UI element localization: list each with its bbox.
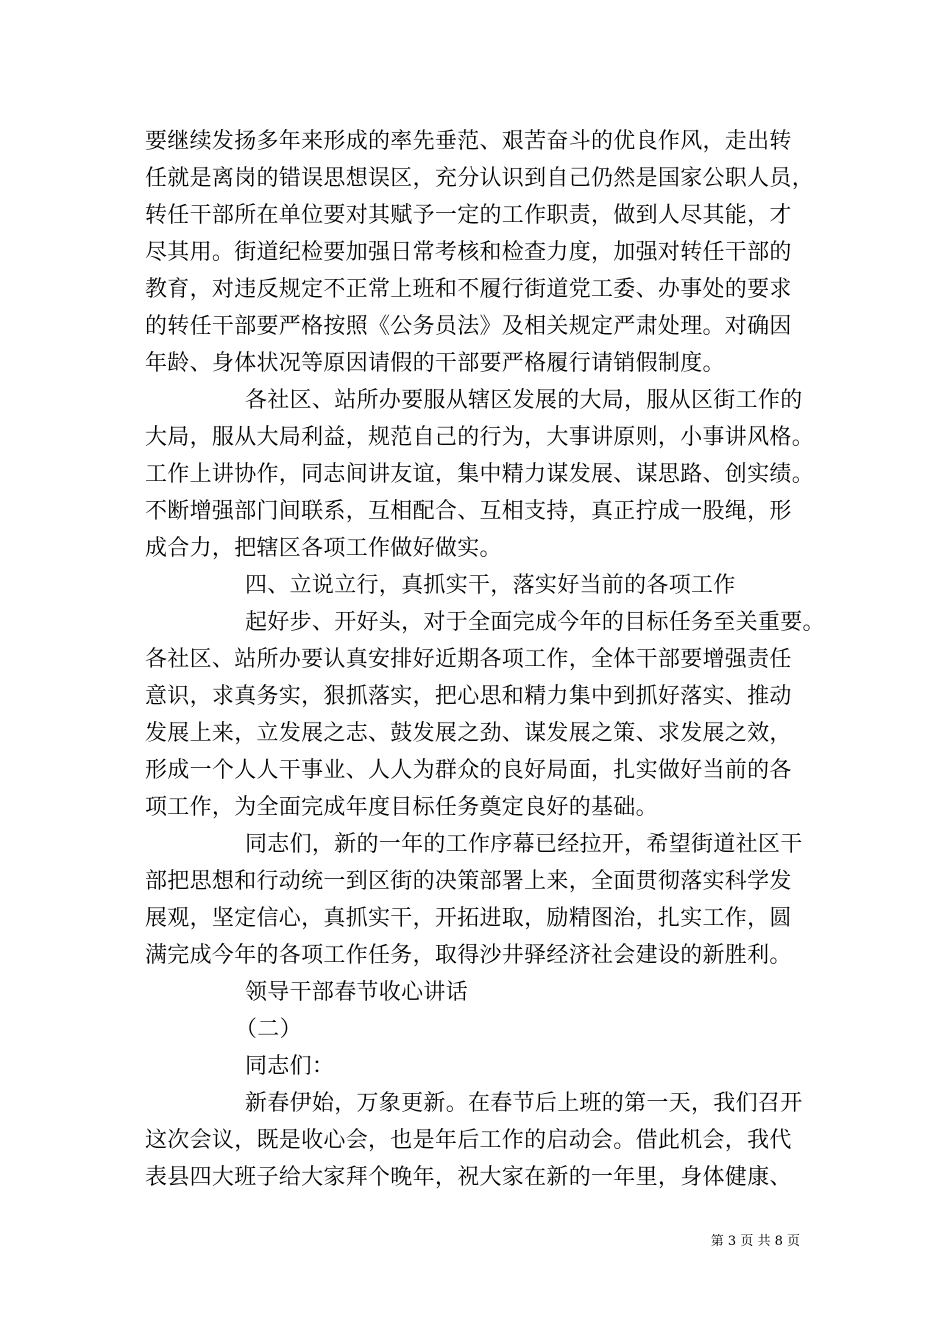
text-line: 不断增强部门间联系，互相配合、互相支持，真正拧成一股绳，形: [145, 499, 792, 524]
page-number-footer: 第 3 页 共 8 页: [710, 1234, 800, 1249]
text-line: 表县四大班子给大家拜个晚年，祝大家在新的一年里，身体健康、: [145, 1165, 792, 1190]
text-line: 各社区、站所办要认真安排好近期各项工作，全体干部要增强责任: [145, 647, 792, 672]
text-line: 这次会议，既是收心会，也是年后工作的启动会。借此机会，我代: [145, 1128, 792, 1153]
salutation: 同志们：: [245, 1054, 335, 1079]
paragraph-start-line: 新春伊始，万象更新。在春节后上班的第一天，我们召开: [245, 1091, 803, 1116]
text-line: 要继续发扬多年来形成的率先垂范、艰苦奋斗的优良作风，走出转: [145, 129, 792, 154]
paragraph-start-line: 起好步、开好头，对于全面完成今年的目标任务至关重要。: [245, 610, 825, 635]
text-line: 年龄、身体状况等原因请假的干部要严格履行请销假制度。: [145, 351, 725, 376]
paragraph-start-line: 各社区、站所办要服从辖区发展的大局，服从区街工作的: [245, 388, 803, 413]
text-line: 意识，求真务实，狠抓落实，把心思和精力集中到抓好落实、推动: [145, 684, 792, 709]
paragraph-start-line: 同志们，新的一年的工作序幕已经拉开，希望街道社区干: [245, 832, 803, 857]
text-line: 展观，坚定信心，真抓实干，开拓进取，励精图治，扎实工作，圆: [145, 906, 792, 931]
text-line: 大局，服从大局利益，规范自己的行为，大事讲原则，小事讲风格。: [145, 425, 815, 450]
text-line: 转任干部所在单位要对其赋予一定的工作职责，做到人尽其能，才: [145, 203, 792, 228]
text-line: 发展上来，立发展之志、鼓发展之劲、谋发展之策、求发展之效，: [145, 721, 792, 746]
speech-subtitle: （二）: [235, 1017, 302, 1042]
text-line: 尽其用。街道纪检要加强日常考核和检查力度，加强对转任干部的: [145, 240, 792, 265]
text-line: 的转任干部要严格按照《公务员法》及相关规定严肃处理。对确因: [145, 314, 792, 339]
text-line: 项工作，为全面完成年度目标任务奠定良好的基础。: [145, 795, 658, 820]
section-heading: 四、立说立行，真抓实干，落实好当前的各项工作: [245, 573, 736, 598]
text-line: 形成一个人人干事业、人人为群众的良好局面，扎实做好当前的各: [145, 758, 792, 783]
text-line: 满完成今年的各项工作任务，取得沙井驿经济社会建设的新胜利。: [145, 943, 792, 968]
text-line: 任就是离岗的错误思想误区，充分认识到自己仍然是国家公职人员，: [145, 166, 815, 191]
text-line: 成合力，把辖区各项工作做好做实。: [145, 536, 502, 561]
text-line: 工作上讲协作，同志间讲友谊，集中精力谋发展、谋思路、创实绩。: [145, 462, 815, 487]
text-line: 教育，对违反规定不正常上班和不履行街道党工委、办事处的要求: [145, 277, 792, 302]
text-line: 部把思想和行动统一到区街的决策部署上来，全面贯彻落实科学发: [145, 869, 792, 894]
speech-title: 领导干部春节收心讲话: [245, 980, 469, 1005]
